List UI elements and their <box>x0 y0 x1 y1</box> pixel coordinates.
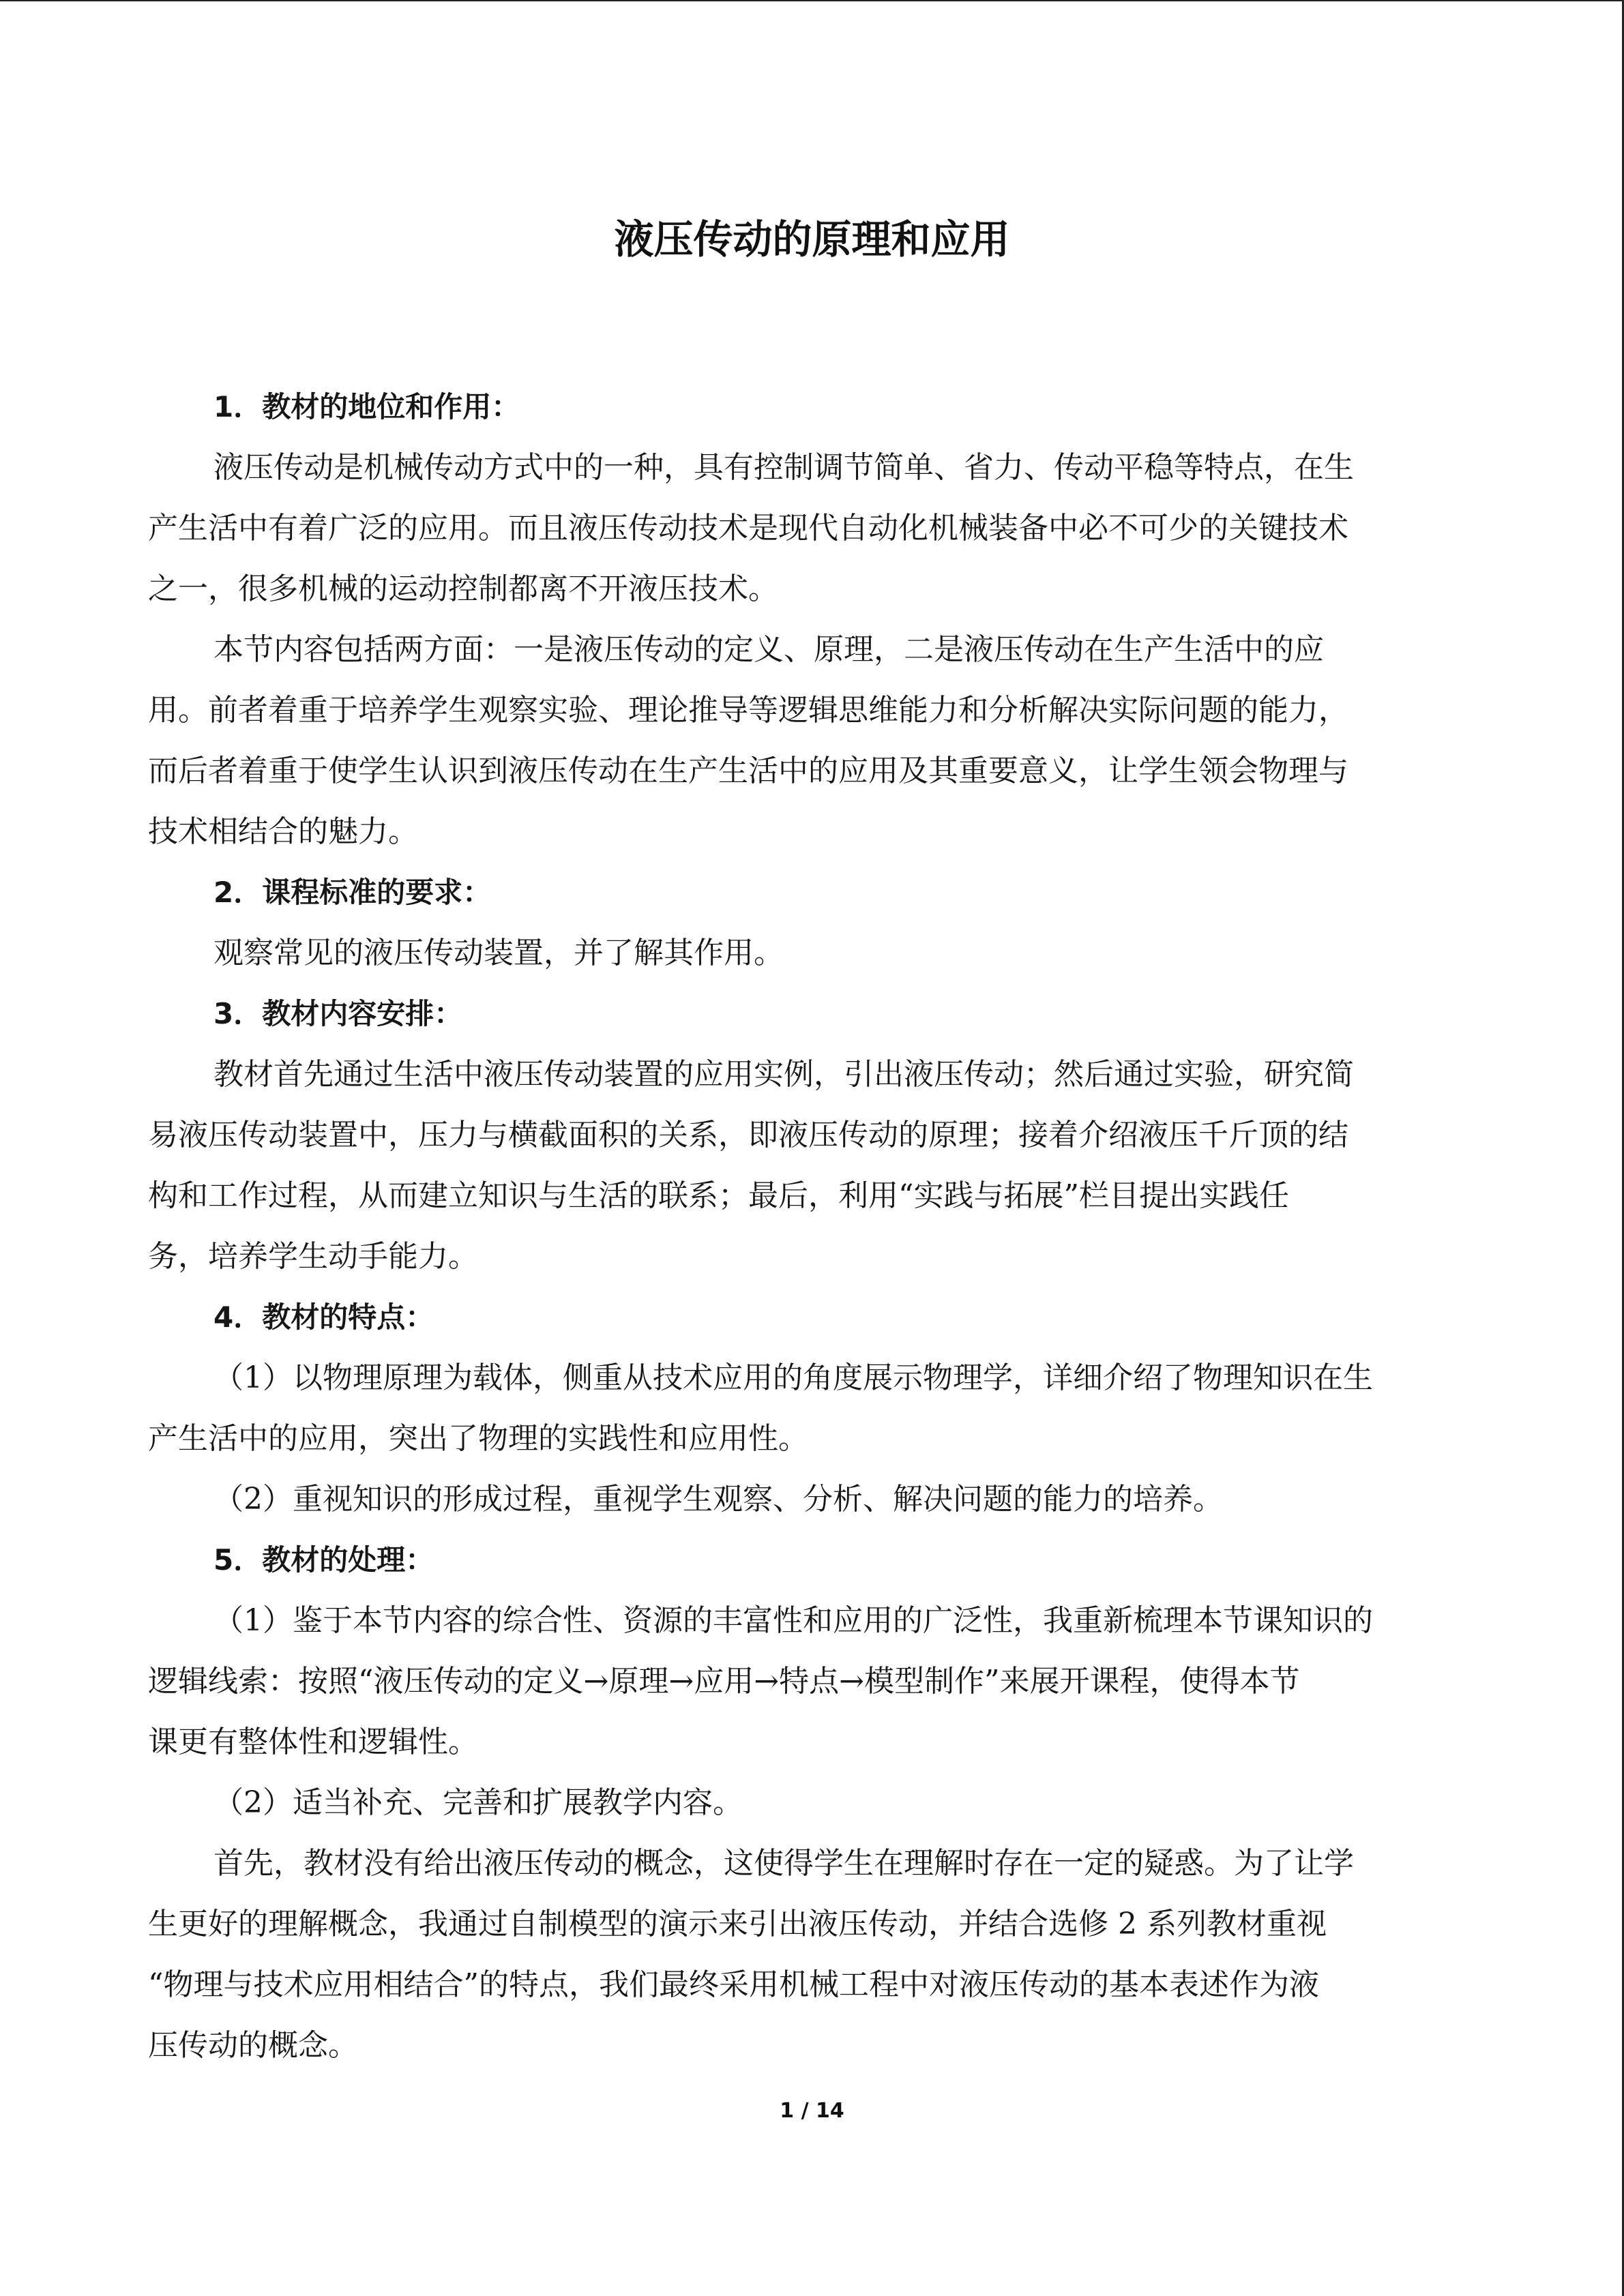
paragraph-line: 用。前者着重于培养学生观察实验、理论推导等逻辑思维能力和分析解决实际问题的能力， <box>148 693 1348 728</box>
paragraph-line: 液压传动是机械传动方式中的一种，具有控制调节简单、省力、传动平稳等特点，在生 <box>213 450 1354 485</box>
paragraph-line: 首先，教材没有给出液压传动的概念，这使得学生在理解时存在一定的疑惑。为了让学 <box>213 1846 1354 1881</box>
paragraph-line: 务，培养学生动手能力。 <box>148 1239 478 1274</box>
section-heading: 2．课程标准的要求： <box>213 876 492 909</box>
section-heading: 1．教材的地位和作用： <box>213 390 520 423</box>
paragraph-line: 产生活中有着广泛的应用。而且液压传动技术是现代自动化机械装备中必不可少的关键技术 <box>148 511 1348 546</box>
paragraph-line: （2）重视知识的形成过程，重视学生观察、分析、解决问题的能力的培养。 <box>213 1482 1223 1517</box>
paragraph-line: （1）鉴于本节内容的综合性、资源的丰富性和应用的广泛性，我重新梳理本节课知识的 <box>213 1603 1373 1638</box>
document-body <box>148 376 1478 2076</box>
paragraph-line: 技术相结合的魅力。 <box>148 814 418 849</box>
paragraph-line: 生更好的理解概念，我通过自制模型的演示来引出液压传动，并结合选修 2 系列教材重视 <box>148 1907 1327 1941</box>
paragraph-line: 之一，很多机械的运动控制都离不开液压技术。 <box>148 571 778 606</box>
document-title: 液压传动的原理和应用 <box>614 216 1010 263</box>
paragraph-line: 压传动的概念。 <box>148 2028 358 2063</box>
page-border-top <box>0 0 1624 1</box>
section-heading: 3．教材内容安排： <box>213 997 463 1030</box>
paragraph-line: （1）以物理原理为载体，侧重从技术应用的角度展示物理学，详细介绍了物理知识在生 <box>213 1360 1373 1395</box>
paragraph-line: 观察常见的液压传动装置，并了解其作用。 <box>213 936 784 970</box>
paragraph-line: （2）适当补充、完善和扩展教学内容。 <box>213 1785 743 1820</box>
section-heading: 4．教材的特点： <box>213 1300 434 1334</box>
paragraph-line: 构和工作过程，从而建立知识与生活的联系；最后，利用“实践与拓展”栏目提出实践任 <box>148 1178 1289 1213</box>
paragraph-line: 产生活中的应用，突出了物理的实践性和应用性。 <box>148 1421 808 1456</box>
paragraph-line: 而后者着重于使学生认识到液压传动在生产生活中的应用及其重要意义，让学生领会物理与 <box>148 754 1348 788</box>
paragraph-line: “物理与技术应用相结合”的特点，我们最终采用机械工程中对液压传动的基本表述作为液 <box>148 1967 1319 2002</box>
paragraph-line: 本节内容包括两方面：一是液压传动的定义、原理，二是液压传动在生产生活中的应 <box>213 632 1324 667</box>
paragraph-line: 教材首先通过生活中液压传动装置的应用实例，引出液压传动；然后通过实验，研究简 <box>213 1057 1354 1092</box>
page-number: 1 / 14 <box>780 2099 844 2123</box>
paragraph-line: 逻辑线索：按照“液压传动的定义→原理→应用→特点→模型制作”来展开课程，使得本节 <box>148 1664 1300 1699</box>
paragraph-line: 易液压传动装置中，压力与横截面积的关系，即液压传动的原理；接着介绍液压千斤顶的结 <box>148 1118 1348 1152</box>
section-heading: 5．教材的处理： <box>213 1543 434 1577</box>
paragraph-line: 课更有整体性和逻辑性。 <box>148 1725 478 1759</box>
